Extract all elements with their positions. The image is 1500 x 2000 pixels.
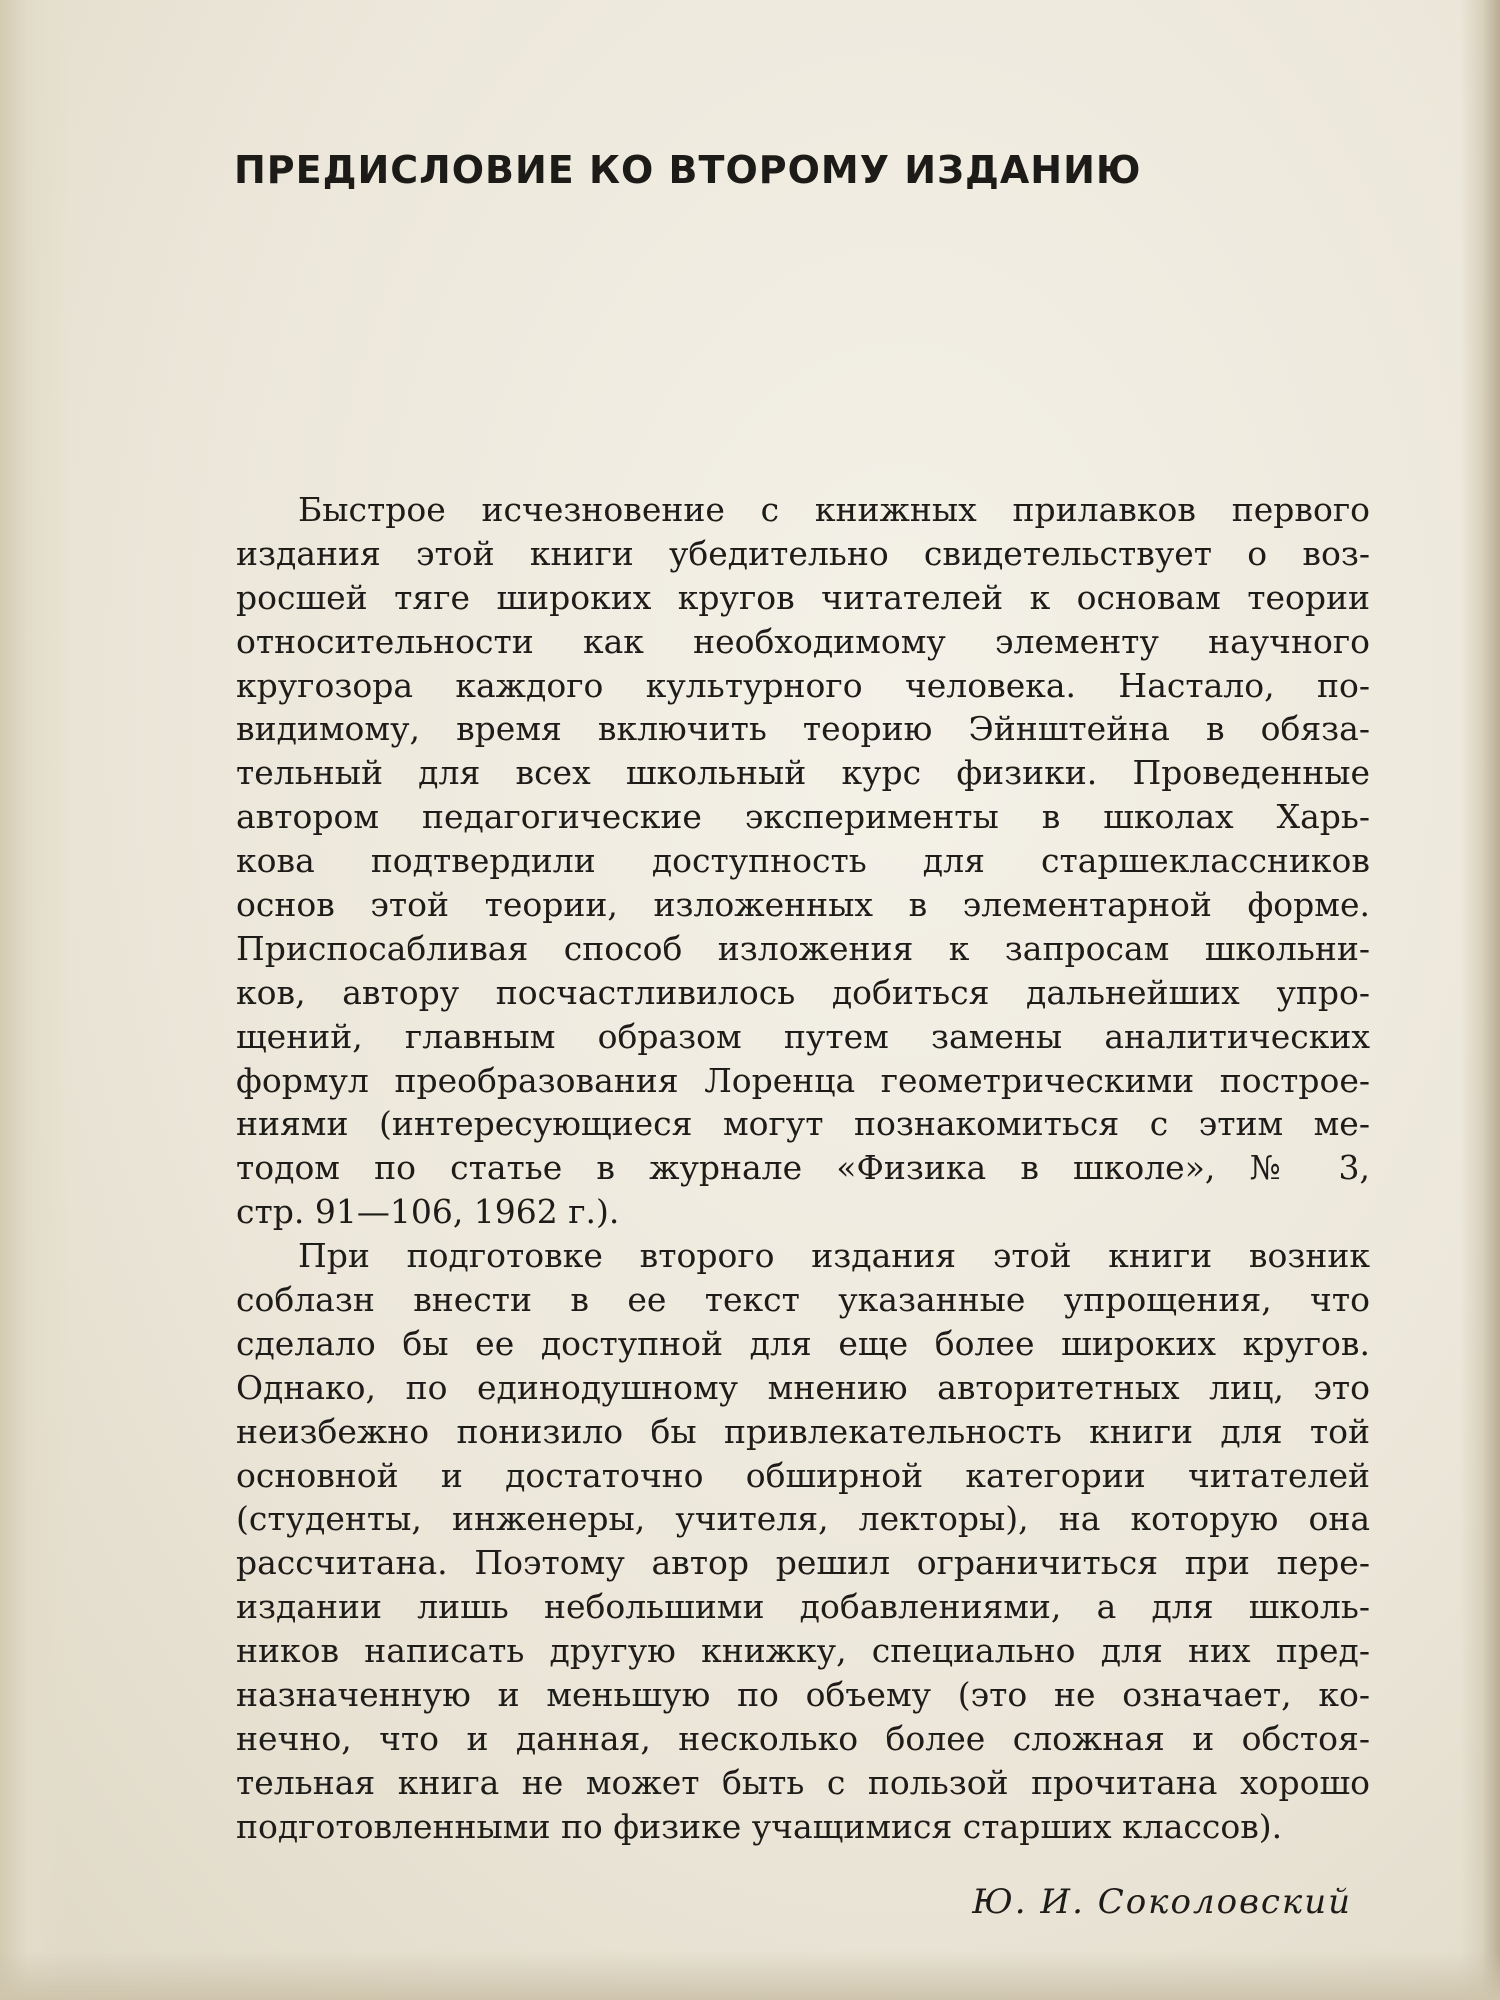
text-line: тодом по статье в журнале «Физика в школе», № 3,: [236, 1148, 1370, 1188]
text-line: рассчитана. Поэтому автор решил ограничиться при пере-: [236, 1543, 1370, 1583]
text-line: кова подтвердили доступность для старшеклассников: [236, 841, 1370, 881]
text-line: издании лишь небольшими добавлениями, а для школь-: [236, 1587, 1370, 1627]
text-line: автором педагогические эксперименты в школах Харь-: [236, 797, 1370, 837]
text-line: Приспосабливая способ изложения к запросам школьни-: [236, 928, 1370, 968]
paragraph-2: [236, 1234, 1370, 1848]
text-line: основ этой теории, изложенных в элементарной форме.: [236, 885, 1370, 925]
text-line: Однако, по единодушному мнению авторитетных лиц, это: [236, 1367, 1370, 1407]
text-line: Быстрое исчезновение с книжных прилавков первого: [298, 490, 1370, 529]
text-line: (студенты, инженеры, учителя, лекторы), на которую она: [236, 1499, 1370, 1539]
text-line: издания этой книги убедительно свидетельствует о воз-: [236, 533, 1370, 573]
paragraph-1: [236, 488, 1370, 1234]
text-line: тельная книга не может быть с пользой прочитана хорошо: [236, 1762, 1370, 1802]
text-line: подготовленными по физике учащимися старших классов).: [236, 1806, 1283, 1846]
page-spine-shadow: [0, 0, 70, 2000]
text-line: соблазн внести в ее текст указанные упрощения, что: [236, 1280, 1370, 1320]
text-line: ниями (интересующиеся могут познакомиться с этим ме-: [236, 1104, 1370, 1144]
text-line: видимому, время включить теорию Эйнштейна в обяза-: [236, 709, 1370, 749]
preface-body: [236, 488, 1370, 1849]
text-line: При подготовке второго издания этой книги возник: [298, 1236, 1370, 1276]
text-line: относительности как необходимому элементу научного: [236, 621, 1370, 661]
text-line: щений, главным образом путем замены аналитических: [236, 1016, 1370, 1056]
text-line: назначенную и меньшую по объему (это не означает, ко-: [236, 1675, 1370, 1715]
page-bottom-shadow: [0, 1950, 1500, 2000]
text-line: росшей тяге широких кругов читателей к основам теории: [236, 577, 1370, 617]
text-line: сделало бы ее доступной для еще более широких кругов.: [236, 1323, 1370, 1363]
text-line: ков, автору посчастливилось добиться дальнейших упро-: [236, 972, 1370, 1012]
text-line: кругозора каждого культурного человека. Настало, по-: [236, 665, 1370, 705]
text-line: формул преобразования Лоренца геометрическими построе-: [236, 1060, 1370, 1100]
text-line: тельный для всех школьный курс физики. Проведенные: [236, 753, 1370, 793]
text-line: нечно, что и данная, несколько более сложная и обстоя-: [236, 1718, 1370, 1758]
page-heading: ПРЕДИСЛОВИЕ КО ВТОРОМУ ИЗДАНИЮ: [234, 148, 1142, 192]
text-line: неизбежно понизило бы привлекательность книги для той: [236, 1411, 1370, 1451]
text-line: стр. 91—106, 1962 г.).: [236, 1192, 620, 1232]
page-edge-shadow: [1460, 0, 1500, 2000]
author-signature: Ю. И. Соколовский: [972, 1882, 1352, 1922]
text-line: основной и достаточно обширной категории читателей: [236, 1455, 1370, 1495]
text-line: ников написать другую книжку, специально для них пред-: [236, 1631, 1370, 1671]
